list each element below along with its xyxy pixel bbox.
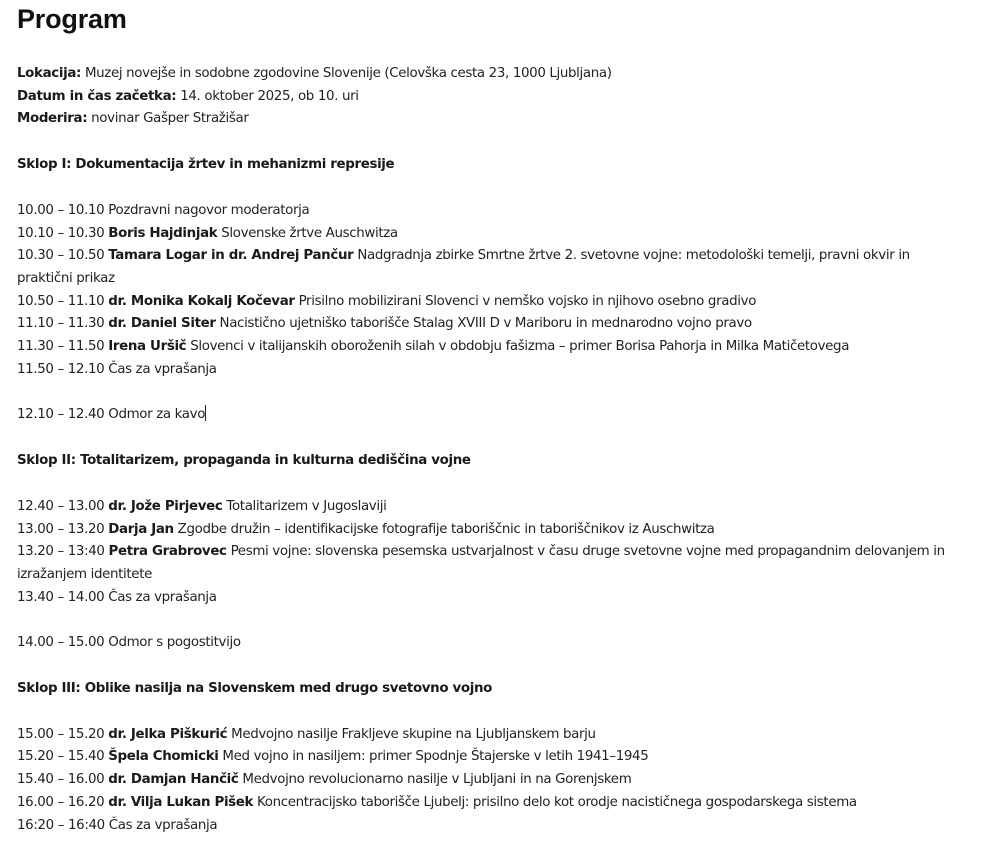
item-topic: Koncentracijsko taborišče Ljubelj: prisilno delo kot orodje nacističnega gospodarskega sistema: [257, 794, 857, 810]
spacer: [17, 381, 955, 404]
schedule-item: [17, 815, 955, 838]
schedule-item: [17, 792, 955, 815]
section-items: [17, 200, 955, 382]
item-time: 13.20 – 13:40: [17, 544, 105, 560]
item-time: 10.00 – 10.10: [17, 202, 105, 218]
item-topic: Čas za vprašanja: [108, 817, 218, 833]
location-value: Muzej novejše in sodobne zgodovine Slovenije (Celovška cesta 23, 1000 Ljubljana): [84, 66, 612, 81]
program-content[interactable]: [17, 63, 955, 837]
item-time: 10.10 – 10.30: [17, 225, 105, 241]
item-topic: Med vojno in nasiljem: primer Spodnje Štajerske v letih 1941–1945: [222, 749, 649, 765]
item-speaker: Tamara Logar in dr. Andrej Pančur: [108, 248, 354, 264]
schedule-item: [17, 724, 955, 747]
item-topic: Pesmi vojne: slovenska pesemska ustvarjalnost v času druge svetovne vojne med propagandnim delovanjem in izražanjem identitete: [17, 544, 945, 582]
spacer: [17, 177, 955, 200]
item-topic: Nadgradnja zbirke Smrtne žrtve 2. svetovne vojne: metodološki temelji, pravni okvir in praktični prikaz: [17, 248, 910, 286]
item-topic: Nacistično ujetniško taborišče Stalag XVIII D v Mariboru in mednarodno vojno pravo: [219, 316, 752, 332]
item-speaker: dr. Monika Kokalj Kočevar: [108, 293, 295, 309]
item-speaker: Irena Uršič: [108, 339, 187, 355]
item-speaker: dr. Damjan Hančič: [108, 772, 239, 788]
item-time: 11.10 – 11.30: [17, 316, 105, 332]
schedule-item: [17, 746, 955, 769]
item-time: 15.40 – 16.00: [17, 772, 105, 788]
moderator-line: [17, 108, 955, 131]
schedule-item: [17, 541, 955, 586]
item-speaker: Petra Grabrovec: [108, 544, 227, 560]
item-speaker: dr. Jelka Piškurić: [108, 726, 228, 742]
item-topic: Medvojno nasilje Frakljeve skupine na Ljubljanskem barju: [231, 726, 596, 742]
schedule-item: [17, 223, 955, 246]
item-topic: Slovenske žrtve Auschwitza: [221, 225, 398, 241]
item-speaker: dr. Vilja Lukan Pišek: [108, 794, 254, 810]
spacer: [17, 655, 955, 678]
item-time: 11.30 – 11.50: [17, 339, 105, 355]
break-time: 14.00 – 15.00: [17, 635, 105, 651]
item-topic: Pozdravni nagovor moderatorja: [108, 202, 310, 218]
item-time: 11.50 – 12.10: [17, 361, 105, 377]
schedule-item: [17, 359, 955, 382]
schedule-item: [17, 519, 955, 542]
item-speaker: dr. Jože Pirjevec: [108, 498, 223, 514]
date-label: Datum in čas začetka:: [17, 88, 177, 104]
item-speaker: Darja Jan: [108, 521, 174, 537]
break-item: [17, 632, 955, 655]
location-line: [17, 63, 955, 86]
section-items: [17, 496, 955, 610]
section-items: [17, 724, 955, 838]
item-topic: Totalitarizem v Jugoslaviji: [226, 498, 387, 514]
spacer: [17, 701, 955, 724]
section-title: Sklop III: Oblike nasilja na Slovenskem med drugo svetovno vojno: [17, 681, 493, 697]
date-line: [17, 86, 955, 109]
schedule-item: [17, 313, 955, 336]
item-time: 10.50 – 11.10: [17, 293, 105, 309]
schedule-item: [17, 200, 955, 223]
item-topic: Zgodbe družin – identifikacijske fotografije taboriščnic in taboriščnikov iz Auschwitza: [177, 521, 715, 537]
item-topic: Prisilno mobilizirani Slovenci v nemško vojsko in njihovo osebno gradivo: [298, 293, 757, 309]
schedule-item: [17, 587, 955, 610]
break-item: [17, 404, 955, 427]
item-topic: Čas za vprašanja: [108, 589, 217, 605]
text-cursor: [205, 405, 206, 421]
schedule-item: [17, 245, 955, 290]
item-topic: Slovenci v italijanskih oboroženih silah v obdobju fašizma – primer Borisa Pahorja in Milka Matičetovega: [190, 339, 850, 355]
moderator-label: Moderira:: [17, 111, 88, 127]
item-topic: Čas za vprašanja: [108, 361, 217, 377]
schedule-item: [17, 336, 955, 359]
section-title: Sklop I: Dokumentacija žrtev in mehanizmi represije: [17, 157, 395, 173]
item-topic: Medvojno revolucionarno nasilje v Ljubljani in na Gorenjskem: [242, 772, 632, 788]
item-time: 16.00 – 16.20: [17, 794, 105, 810]
section-title: Sklop II: Totalitarizem, propaganda in kulturna dediščina vojne: [17, 453, 471, 469]
spacer: [17, 427, 955, 450]
item-time: 10.30 – 10.50: [17, 248, 105, 264]
schedule-item: [17, 291, 955, 314]
item-time: 12.40 – 13.00: [17, 498, 105, 514]
break-time: 12.10 – 12.40: [17, 407, 105, 423]
break-topic: Odmor za kavo: [108, 407, 206, 423]
date-value: 14. oktober 2025, ob 10. uri: [180, 88, 359, 104]
break-topic: Odmor s pogostitvijo: [108, 635, 241, 651]
spacer: [17, 473, 955, 496]
item-speaker: Špela Chomicki: [108, 749, 219, 765]
moderator-value: novinar Gašper Stražišar: [91, 111, 249, 127]
item-speaker: Boris Hajdinjak: [108, 225, 218, 241]
schedule-item: [17, 769, 955, 792]
page-title: Program: [17, 4, 127, 34]
item-time: 13.40 – 14.00: [17, 589, 105, 605]
location-label: Lokacija:: [17, 66, 82, 81]
schedule-item: [17, 496, 955, 519]
item-time: 13.00 – 13.20: [17, 521, 105, 537]
spacer: [17, 609, 955, 632]
item-time: 15.00 – 15.20: [17, 726, 105, 742]
item-time: 15.20 – 15.40: [17, 749, 105, 765]
spacer: [17, 131, 955, 154]
item-time: 16:20 – 16:40: [17, 817, 105, 833]
item-speaker: dr. Daniel Siter: [108, 316, 216, 332]
